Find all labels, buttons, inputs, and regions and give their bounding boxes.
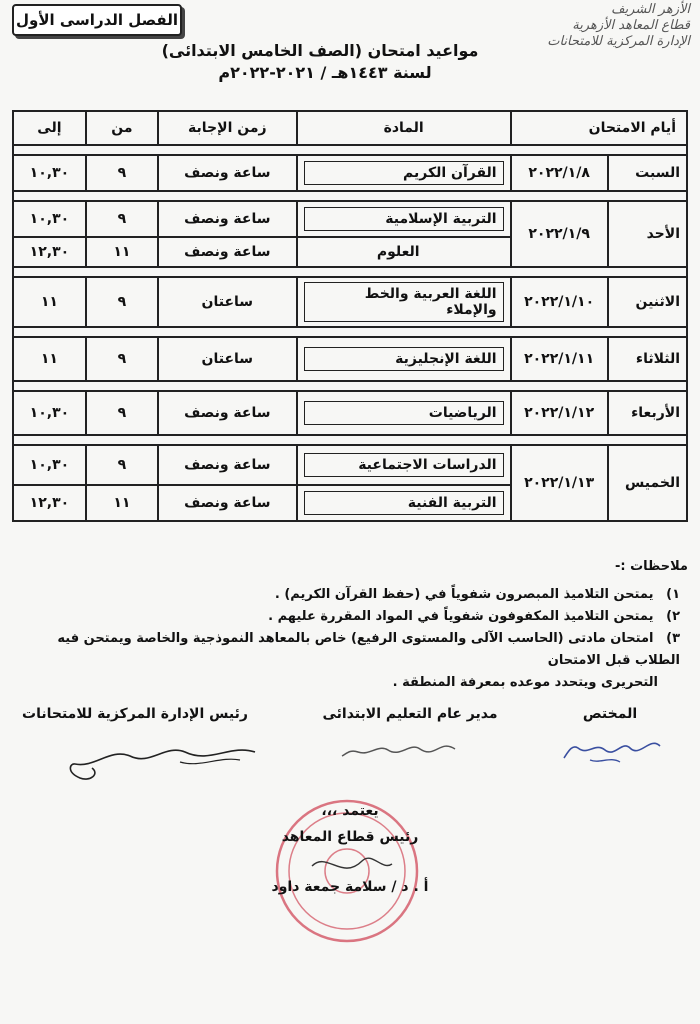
row-gap bbox=[13, 435, 687, 445]
document-title: مواعيد امتحان (الصف الخامس الابتدائى) bbox=[161, 41, 479, 60]
organization-header bbox=[490, 2, 690, 50]
subject-label: الدراسات الاجتماعية bbox=[304, 453, 504, 477]
subject-cell bbox=[297, 445, 511, 485]
note-text: امتحان مادتى (الحاسب الآلى والمستوى الرفيع) خاص بالمعاهد النموذجية والخاصة ويمتحن فيه الطلاب قبل الامتحان bbox=[57, 631, 680, 668]
subject-cell bbox=[297, 237, 511, 267]
note-item bbox=[12, 584, 688, 606]
from-cell: ٩ bbox=[86, 155, 158, 191]
subject-cell bbox=[297, 277, 511, 327]
header-subject: المادة bbox=[297, 111, 511, 145]
director-signature-scrawl bbox=[340, 734, 460, 764]
table-row bbox=[13, 201, 687, 237]
date-cell: ٢٠٢٢/١/١٠ bbox=[511, 277, 608, 327]
note-number: ٢) bbox=[666, 609, 680, 624]
row-gap bbox=[13, 145, 687, 155]
date-cell: ٢٠٢٢/١/١٣ bbox=[511, 445, 608, 521]
duration-cell: ساعة ونصف bbox=[158, 485, 297, 521]
day-cell: الاثنين bbox=[608, 277, 687, 327]
row-gap bbox=[13, 191, 687, 201]
from-cell: ٩ bbox=[86, 445, 158, 485]
duration-cell: ساعتان bbox=[158, 337, 297, 381]
from-cell: ٩ bbox=[86, 201, 158, 237]
duration-cell: ساعة ونصف bbox=[158, 155, 297, 191]
to-cell: ١٠,٣٠ bbox=[13, 445, 86, 485]
date-cell: ٢٠٢٢/١/٩ bbox=[511, 201, 608, 267]
duration-cell: ساعة ونصف bbox=[158, 201, 297, 237]
from-cell: ٩ bbox=[86, 337, 158, 381]
note-text: يمتحن التلاميذ المبصرون شفوياً في (حفظ القرآن الكريم) . bbox=[274, 587, 654, 602]
row-gap bbox=[13, 267, 687, 277]
subject-label: القرآن الكريم bbox=[304, 161, 504, 185]
subject-label: التربية الإسلامية bbox=[304, 207, 504, 231]
subject-label: التربية الفنية bbox=[304, 491, 504, 515]
to-cell: ١٠,٣٠ bbox=[13, 391, 86, 435]
note-number: ٣) bbox=[666, 631, 680, 646]
subject-label: العلوم bbox=[376, 244, 420, 260]
from-cell: ١١ bbox=[86, 485, 158, 521]
to-cell: ١١ bbox=[13, 337, 86, 381]
date-cell: ٢٠٢٢/١/١١ bbox=[511, 337, 608, 381]
day-cell: الأربعاء bbox=[608, 391, 687, 435]
table-row bbox=[13, 155, 687, 191]
from-cell: ٩ bbox=[86, 277, 158, 327]
note-number: ١) bbox=[666, 587, 680, 602]
org-line-1: الأزهر الشريف bbox=[611, 2, 690, 17]
approval-line-2: رئيس قطاع المعاهد bbox=[281, 829, 419, 845]
note-continuation: التحريرى ويتحدد موعده بمعرفة المنطقة . bbox=[392, 675, 658, 690]
schedule-table bbox=[12, 110, 688, 522]
table-row bbox=[13, 277, 687, 327]
day-cell: الخميس bbox=[608, 445, 687, 521]
duration-cell: ساعة ونصف bbox=[158, 237, 297, 267]
specialist-signature-scrawl bbox=[560, 728, 670, 768]
note-item bbox=[12, 628, 688, 672]
duration-cell: ساعتان bbox=[158, 277, 297, 327]
org-line-2: قطاع المعاهد الأزهرية bbox=[572, 18, 690, 33]
document-year: لسنة ١٤٤٣هـ / ٢٠٢١-٢٠٢٢م bbox=[218, 63, 432, 82]
signature-head-label: رئيس الإدارة المركزية للامتحانات bbox=[22, 706, 248, 722]
row-gap bbox=[13, 381, 687, 391]
to-cell: ١٠,٣٠ bbox=[13, 201, 86, 237]
subject-cell bbox=[297, 155, 511, 191]
to-cell: ١٠,٣٠ bbox=[13, 155, 86, 191]
subject-cell bbox=[297, 485, 511, 521]
table-header-row bbox=[13, 111, 687, 145]
org-line-3: الإدارة المركزية للامتحانات bbox=[547, 34, 690, 49]
term-label: الفصل الدراسى الأول bbox=[12, 4, 182, 36]
duration-cell: ساعة ونصف bbox=[158, 391, 297, 435]
subject-cell bbox=[297, 337, 511, 381]
day-cell: الأحد bbox=[608, 201, 687, 267]
subject-cell bbox=[297, 201, 511, 237]
header-days: أيام الامتحان bbox=[511, 111, 687, 145]
header-to: إلى bbox=[13, 111, 86, 145]
subject-label: الرياضيات bbox=[304, 401, 504, 425]
signature-specialist-label: المختص bbox=[582, 706, 638, 722]
subject-label: اللغة العربية والخط والإملاء bbox=[304, 282, 504, 322]
table-row bbox=[13, 445, 687, 485]
to-cell: ١١ bbox=[13, 277, 86, 327]
table-row bbox=[13, 337, 687, 381]
note-text: يمتحن التلاميذ المكفوفون شفوياً في المواد المقررة عليهم . bbox=[268, 609, 654, 624]
date-cell: ٢٠٢٢/١/٨ bbox=[511, 155, 608, 191]
date-cell: ٢٠٢٢/١/١٢ bbox=[511, 391, 608, 435]
approval-line-3: أ . د / سلامة جمعة داود bbox=[271, 879, 429, 895]
row-gap bbox=[13, 327, 687, 337]
signature-director-label: مدير عام التعليم الابتدائى bbox=[322, 706, 498, 722]
approval-block bbox=[250, 798, 450, 900]
from-cell: ١١ bbox=[86, 237, 158, 267]
to-cell: ١٢,٣٠ bbox=[13, 485, 86, 521]
notes-title: ملاحظات :- bbox=[614, 559, 688, 574]
subject-cell bbox=[297, 391, 511, 435]
note-item bbox=[12, 606, 688, 628]
header-duration: زمن الإجابة bbox=[158, 111, 297, 145]
day-cell: الثلاثاء bbox=[608, 337, 687, 381]
subject-label: اللغة الإنجليزية bbox=[304, 347, 504, 371]
duration-cell: ساعة ونصف bbox=[158, 445, 297, 485]
day-cell: السبت bbox=[608, 155, 687, 191]
notes-section bbox=[12, 556, 688, 694]
head-signature-scrawl bbox=[60, 738, 260, 788]
approval-line-1: يعتمد ،،، bbox=[321, 803, 379, 819]
to-cell: ١٢,٣٠ bbox=[13, 237, 86, 267]
header-from: من bbox=[86, 111, 158, 145]
from-cell: ٩ bbox=[86, 391, 158, 435]
table-row bbox=[13, 391, 687, 435]
